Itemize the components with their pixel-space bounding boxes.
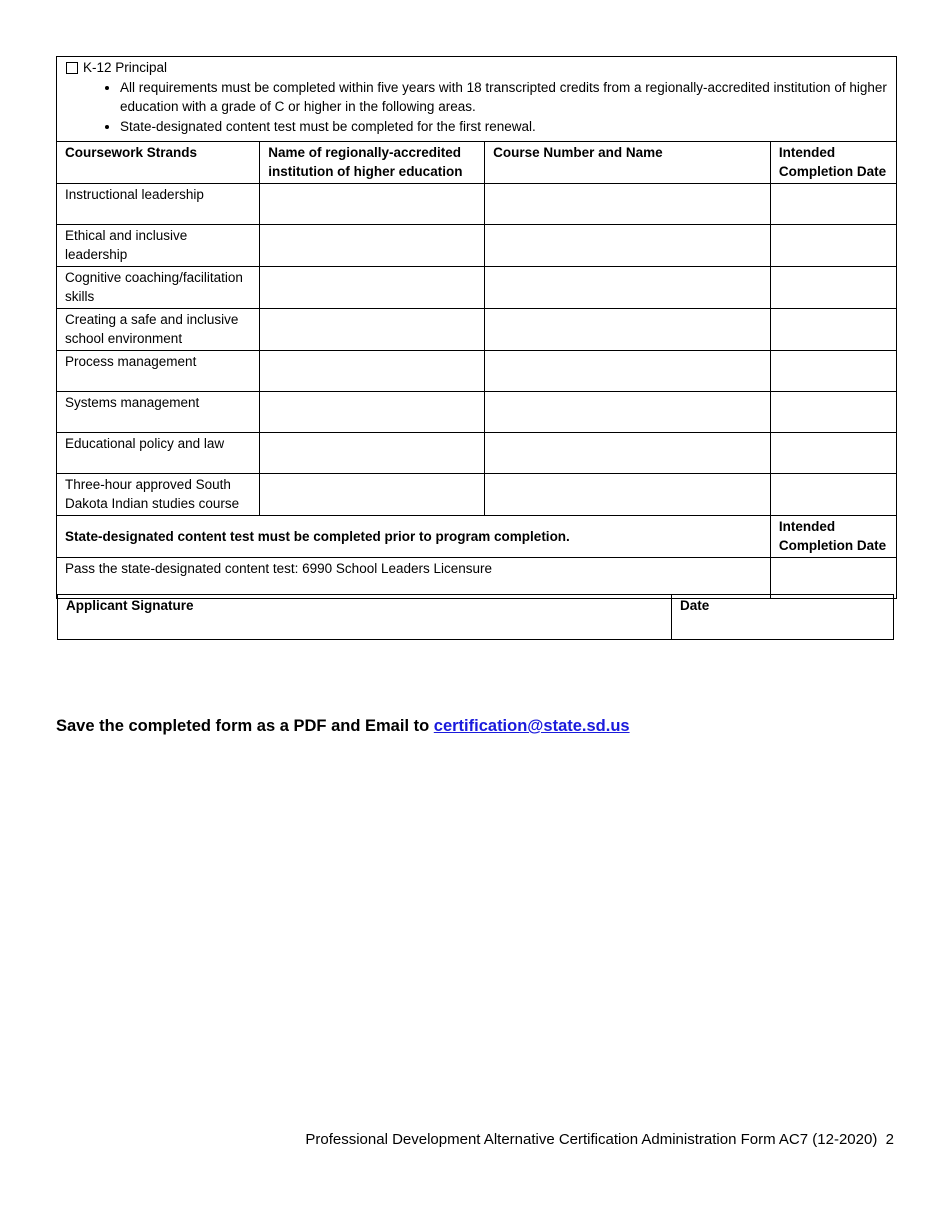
strand-cell: Instructional leadership xyxy=(57,184,260,225)
checkbox-icon[interactable] xyxy=(66,62,78,74)
coursework-table xyxy=(56,56,897,599)
strand-cell: Ethical and inclusive leadership xyxy=(57,225,260,267)
header-course: Course Number and Name xyxy=(485,142,771,184)
strand-cell: Educational policy and law xyxy=(57,433,260,474)
institution-field[interactable] xyxy=(260,351,485,392)
strand-cell: Cognitive coaching/facilitation skills xyxy=(57,267,260,309)
section-header xyxy=(57,57,897,142)
requirement-item: • All requirements must be completed within five years with 18 transcripted credits from a regionally-accredited institution of higher education with a grade of C or higher in the following areas. xyxy=(120,78,888,116)
signature-table xyxy=(57,594,894,640)
date-field[interactable] xyxy=(770,267,896,309)
header-strand: Coursework Strands xyxy=(57,142,260,184)
date-field[interactable] xyxy=(770,309,896,351)
course-field[interactable] xyxy=(485,433,771,474)
test-row xyxy=(57,558,897,599)
institution-field[interactable] xyxy=(260,474,485,516)
page-number: 2 xyxy=(885,1131,894,1148)
table-row xyxy=(57,267,897,309)
institution-field[interactable] xyxy=(260,267,485,309)
strand-cell: Creating a safe and inclusive school environment xyxy=(57,309,260,351)
test-date-field[interactable] xyxy=(770,558,896,599)
test-item: Pass the state-designated content test: 6990 School Leaders Licensure xyxy=(57,558,771,599)
course-field[interactable] xyxy=(485,474,771,516)
date-field[interactable] xyxy=(770,351,896,392)
strand-cell: Process management xyxy=(57,351,260,392)
applicant-signature-label: Applicant Signature xyxy=(66,598,194,613)
date-field[interactable] xyxy=(770,474,896,516)
table-row xyxy=(57,474,897,516)
test-header: State-designated content test must be completed prior to program completion. xyxy=(57,516,771,558)
test-date-header: Intended Completion Date xyxy=(770,516,896,558)
section-title: K-12 Principal xyxy=(83,60,168,75)
table-row xyxy=(57,184,897,225)
date-field[interactable] xyxy=(770,392,896,433)
course-field[interactable] xyxy=(485,225,771,267)
signature-date-label: Date xyxy=(679,598,710,613)
date-field[interactable] xyxy=(770,225,896,267)
submit-instructions xyxy=(56,717,630,736)
table-row xyxy=(57,351,897,392)
table-header-row xyxy=(57,142,897,184)
signature-date-field[interactable] xyxy=(671,595,893,640)
date-field[interactable] xyxy=(770,433,896,474)
course-field[interactable] xyxy=(485,309,771,351)
submit-text: Save the completed form as a PDF and Email to xyxy=(56,717,434,735)
table-row xyxy=(57,309,897,351)
table-row xyxy=(57,225,897,267)
page-footer xyxy=(305,1131,894,1148)
institution-field[interactable] xyxy=(260,225,485,267)
institution-field[interactable] xyxy=(260,184,485,225)
email-link[interactable]: certification@state.sd.us xyxy=(433,717,630,735)
table-row xyxy=(57,392,897,433)
strand-cell: Three-hour approved South Dakota Indian studies course xyxy=(57,474,260,516)
course-field[interactable] xyxy=(485,351,771,392)
form-name: Professional Development Alternative Certification Administration Form AC7 (12-2020) xyxy=(305,1131,878,1148)
applicant-signature-field[interactable] xyxy=(58,595,672,640)
strand-cell: Systems management xyxy=(57,392,260,433)
institution-field[interactable] xyxy=(260,309,485,351)
requirements-list xyxy=(65,78,888,136)
course-field[interactable] xyxy=(485,184,771,225)
course-field[interactable] xyxy=(485,392,771,433)
course-field[interactable] xyxy=(485,267,771,309)
test-header-row xyxy=(57,516,897,558)
table-row xyxy=(57,433,897,474)
header-institution: Name of regionally-accredited institution of higher education xyxy=(260,142,485,184)
date-field[interactable] xyxy=(770,184,896,225)
requirement-item: • State-designated content test must be completed for the first renewal. xyxy=(120,117,888,136)
institution-field[interactable] xyxy=(260,392,485,433)
institution-field[interactable] xyxy=(260,433,485,474)
header-date: Intended Completion Date xyxy=(770,142,896,184)
